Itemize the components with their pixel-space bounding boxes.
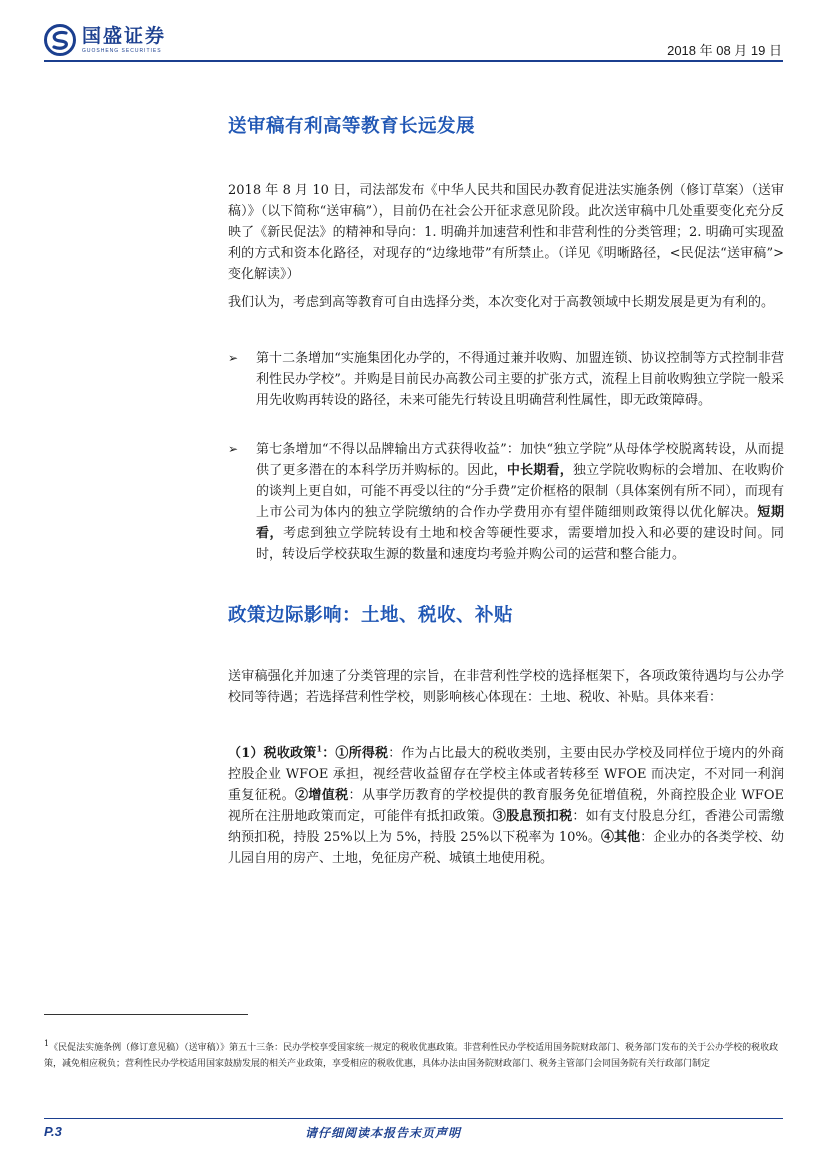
tax-item-label: ③股息预扣税 bbox=[492, 809, 573, 824]
tax-item-text: ：作为占比最大的税收类别，主要由民办学校及同样位于境内的外商控股企业 WFOE 承担，视经营收益留存在学校主体或者转移至 WFOE 而决定，不对同一利润重复征税。 bbox=[228, 746, 784, 803]
emphasis-long-term: 中长期看， bbox=[506, 463, 573, 478]
paragraph-policy-intro: 送审稿强化并加速了分类管理的宗旨，在非营利性学校的选择框架下，各项政策待遇均与公办学校同等待遇；若选择营利性学校，则影响核心体现在：土地、税收、补贴。具体来看： bbox=[228, 669, 784, 705]
disclaimer-notice: 请仔细阅读本报告末页声明 bbox=[305, 1126, 462, 1140]
arrow-bullet-icon: ➢ bbox=[228, 351, 239, 365]
page-header bbox=[0, 0, 827, 62]
bullet-text: 第十二条增加“实施集团化办学的，不得通过兼并收购、加盟连锁、协议控制等方式控制非营利性民办学校”。并购是目前民办高教公司主要的扩张方式，流程上目前收购独立学院一般采用先收购再转设的路径，未来可能先行转设且明确营利性属性，即无政策障碍。 bbox=[256, 351, 784, 408]
tax-item-label: ①所得税 bbox=[335, 746, 389, 761]
text-run: 第七条增加“不得以品牌输出方式获得收益”：加快“独立学院”从母体学校脱离转设，从而提供了更多潜在的本科学历并购标的。因此， bbox=[256, 442, 784, 478]
tax-item-text: ：如有支付股息分红，香港公司需缴纳预扣税，持股 25%以上为 5%，持股 25%以下税率为 10%。 bbox=[228, 809, 784, 845]
tax-item-label: ②增值税 bbox=[294, 788, 349, 803]
section-title-policy: 政策边际影响：土地、税收、补贴 bbox=[228, 605, 514, 626]
tax-item-label: ④其他 bbox=[600, 830, 641, 845]
logo-text: 国盛证券 bbox=[82, 25, 167, 47]
text-run: 考虑到独立学院转设有土地和校舍等硬性要求，需要增加投入和必要的建设时间。同时，转设后学校获取生源的数量和速度均考验并购公司的运营和整合能力。 bbox=[256, 526, 784, 562]
arrow-bullet-icon: ➢ bbox=[228, 442, 239, 456]
paragraph-intro: 2018 年 8 月 10 日，司法部发布《中华人民共和国民办教育促进法实施条例（修订草案）（送审稿）》（以下简称“送审稿”），目前仍在社会公开征求意见阶段。此次送审稿中几处重要变化充分反映了《新民促法》的精神和导向：1. 明确并加速营利性和非营利性的分类管理；2. 明确可实现盈利的方式和资本化路径，对现存的“边缘地带”有所禁止。（详见《明晰路径，<民促法“送审稿”>变化解读》） bbox=[228, 183, 784, 282]
section-title-outlook: 送审稿有利高等教育长远发展 bbox=[228, 116, 476, 137]
tax-heading: （1）税收政策 bbox=[228, 746, 317, 761]
footnote bbox=[44, 1040, 784, 1072]
logo-subtext: GUOSHENG SECURITIES bbox=[82, 48, 162, 54]
bullet-text bbox=[256, 439, 784, 565]
emphasis-short-term: 短期看， bbox=[256, 505, 784, 541]
paragraph-tax-policy bbox=[228, 743, 784, 869]
footnote-mark: 1 bbox=[44, 1039, 50, 1048]
footnote-ref: 1 bbox=[316, 743, 323, 754]
text-run: ： bbox=[322, 746, 336, 761]
report-date: 2018 年 08 月 19 日 bbox=[667, 43, 782, 58]
paragraph-view: 我们认为，考虑到高等教育可自由选择分类，本次变化对于高教领域中长期发展是更为有利的。 bbox=[228, 295, 775, 310]
header-divider bbox=[44, 60, 783, 62]
tax-item-text: ：从事学历教育的学校提供的教育服务免征增值税，外商控股企业 WFOE 视所在注册地政策而定，可能伴有抵扣政策。 bbox=[228, 788, 784, 824]
page-number: P.3 bbox=[44, 1124, 62, 1139]
company-logo bbox=[44, 24, 166, 56]
footnote-divider bbox=[44, 1014, 248, 1015]
text-run: 独立学院收购标的会增加、在收购价的谈判上更自如，可能不再受以往的“分手费”定价框格的限制（具体案例有所不同），而现有上市公司为体内的独立学院缴纳的合作办学费用亦有望伴随细则政策得以优化解决。 bbox=[256, 463, 784, 520]
guosheng-logo-icon bbox=[44, 24, 76, 56]
footer-divider bbox=[44, 1118, 783, 1119]
tax-item-text: ：企业办的各类学校、幼儿园自用的房产、土地，免征房产税、城镇土地使用税。 bbox=[228, 830, 784, 866]
footnote-text: 《民促法实施条例（修订意见稿）（送审稿）》第五十三条：民办学校享受国家统一规定的税收优惠政策。非营利性民办学校适用国务院财政部门、税务部门发布的关于公办学校的税收政策，减免相应税负；营利性民办学校适用国家鼓励发展的相关产业政策，享受相应的税收优惠，具体办法由国务院财政部门、税务主管部门会同国务院有关行政部门制定 bbox=[44, 1043, 779, 1069]
